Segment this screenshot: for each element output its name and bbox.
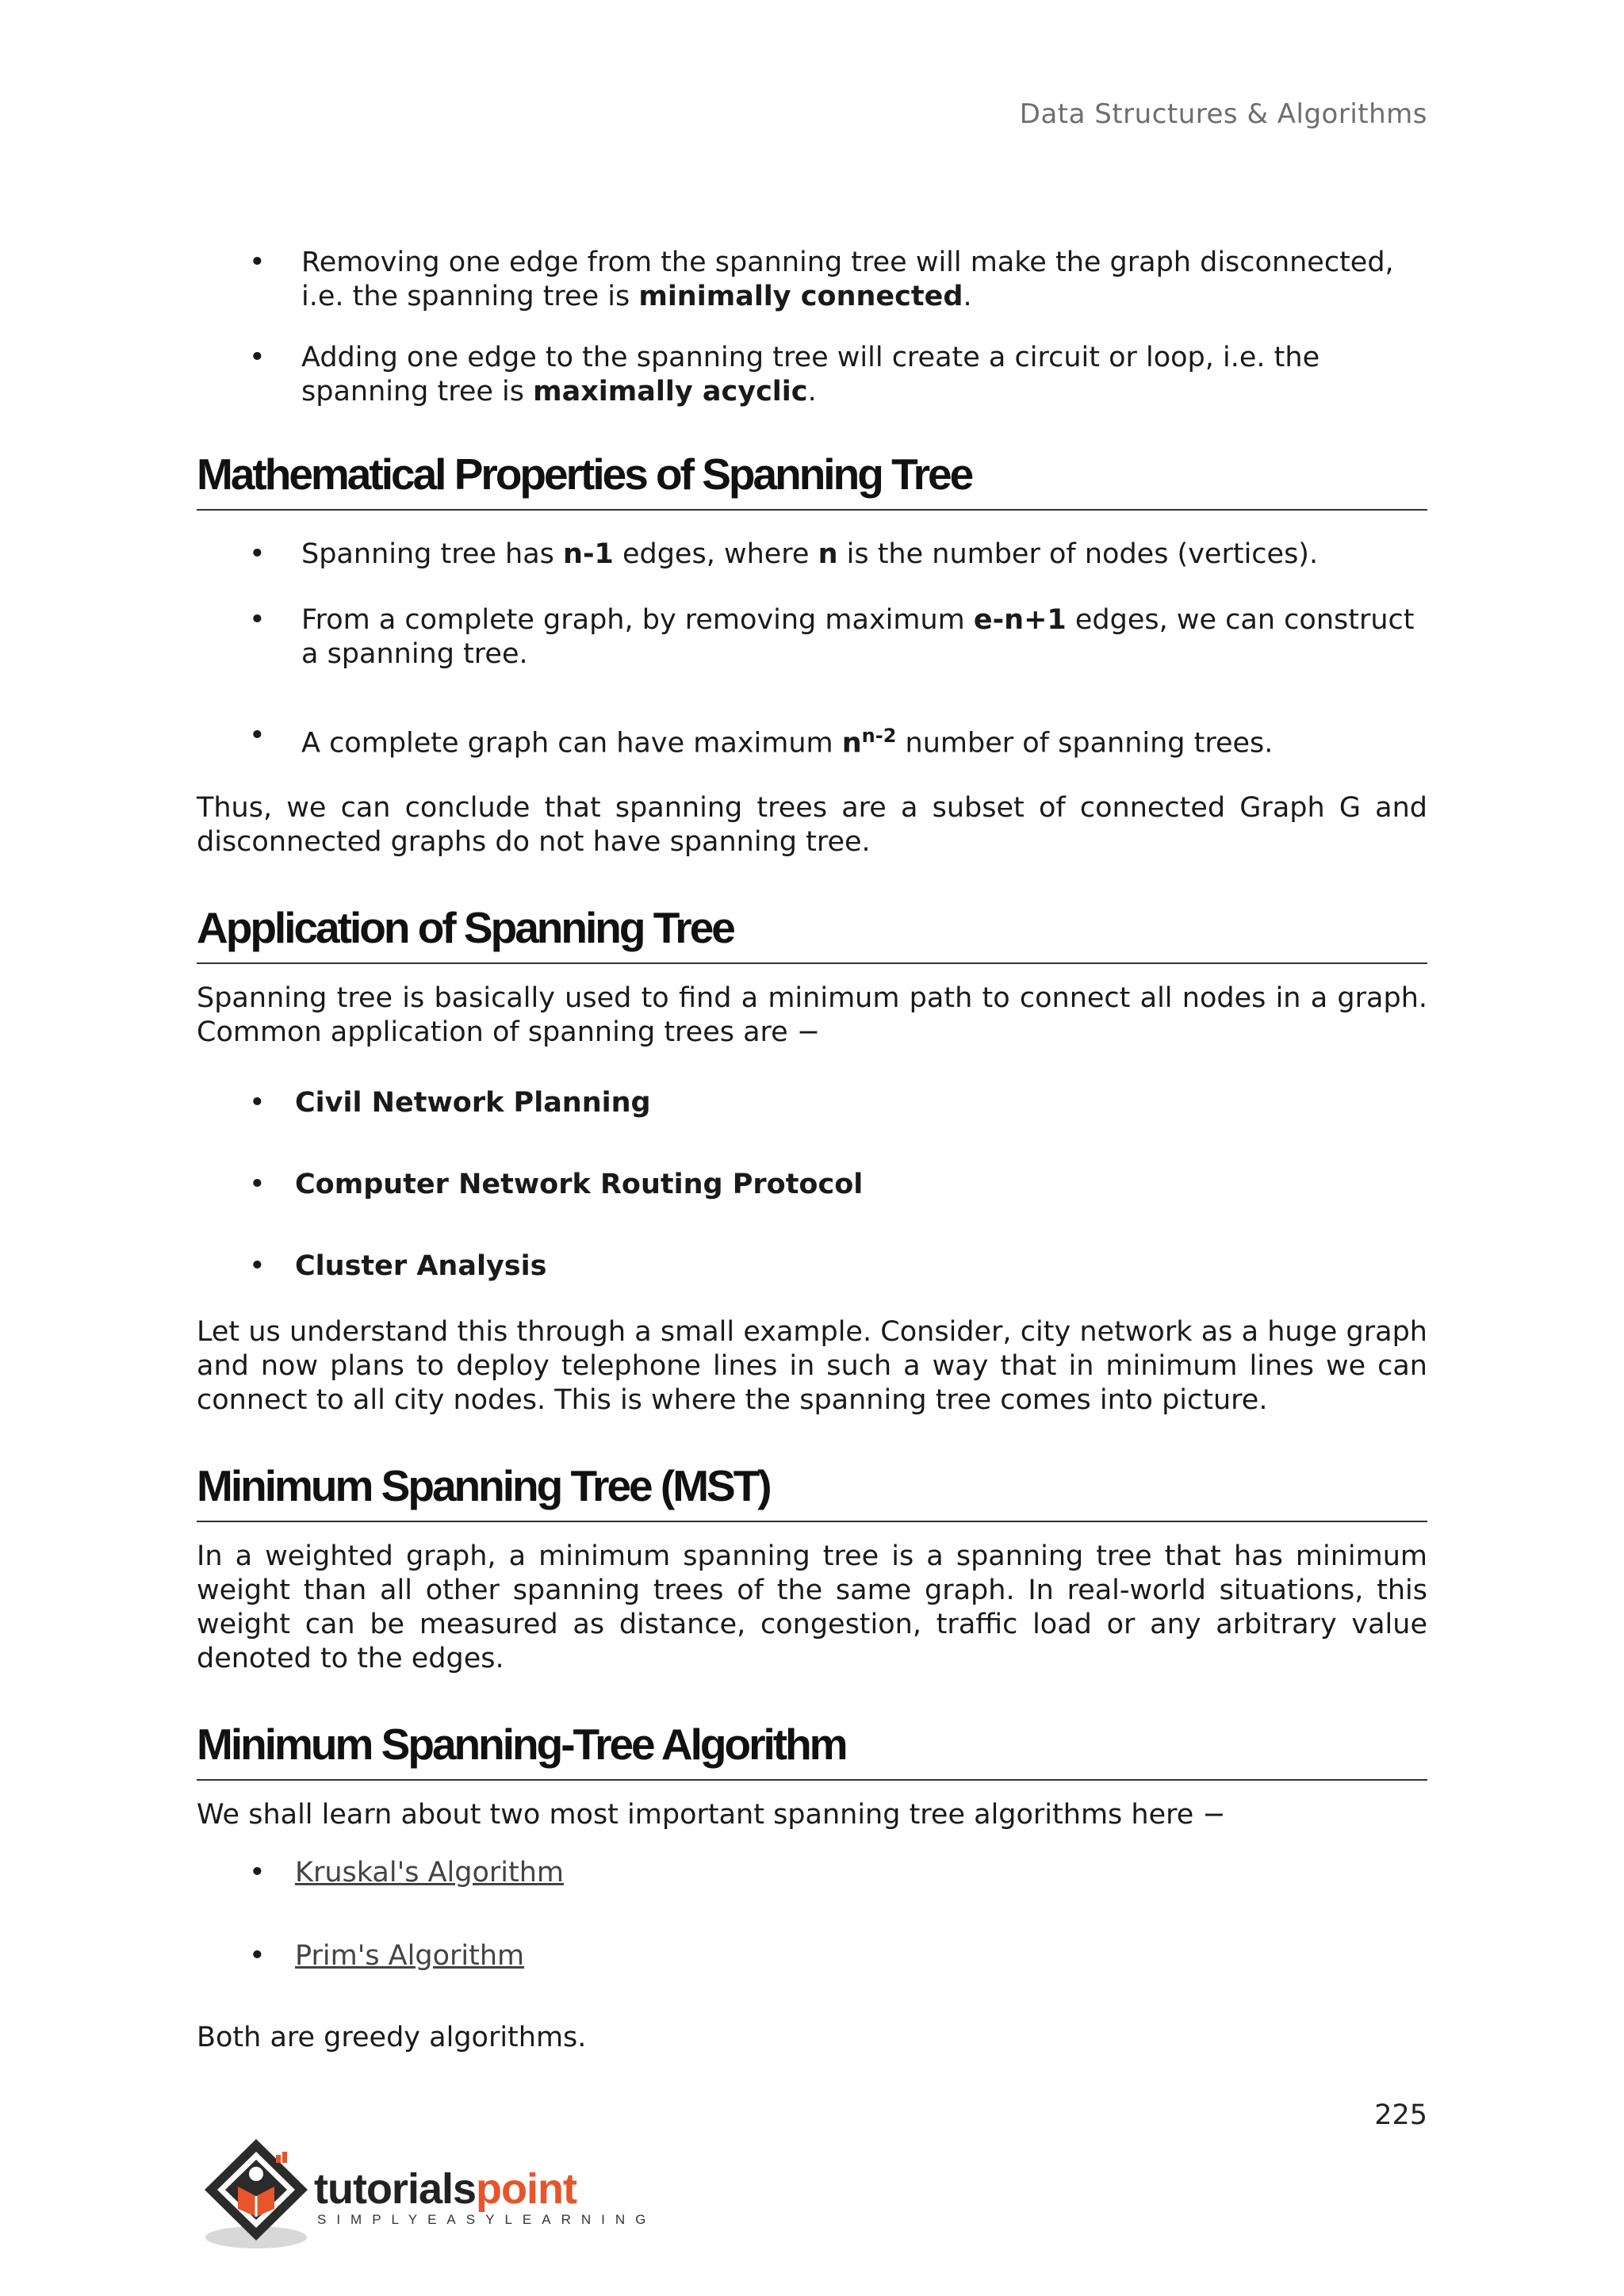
list-item xyxy=(197,1856,1427,1890)
bullet-icon: • xyxy=(249,1168,266,1200)
section-title-application: Application of Spanning Tree xyxy=(197,904,1427,964)
bullet-icon: • xyxy=(249,1939,266,1972)
bullet-icon: • xyxy=(249,1086,266,1119)
logo-diamond-icon xyxy=(197,2133,316,2252)
list-item: • Removing one edge from the spanning tree will make the graph disconnected, i.e. the spanning tree is minimally connected. xyxy=(249,247,1394,312)
list-item: • Adding one edge to the spanning tree will create a circuit or loop, i.e. the spanning tree is maximally acyclic. xyxy=(249,342,1320,408)
bullet-icon: • xyxy=(249,538,266,570)
list-item: • Cluster Analysis xyxy=(249,1249,547,1282)
page-content xyxy=(197,246,1427,2055)
kruskal-algorithm-link[interactable]: Kruskal's Algorithm xyxy=(295,1856,564,1888)
list-item: • Spanning tree has n-1 edges, where n is the number of nodes (vertices). xyxy=(249,538,1319,570)
list-item: • Computer Network Routing Protocol xyxy=(249,1168,864,1200)
bullet-icon: • xyxy=(249,604,266,636)
bullet-icon: • xyxy=(249,1249,266,1282)
intro-bullet-list xyxy=(197,246,1427,409)
application-list xyxy=(197,1086,1427,1284)
bullet-icon: • xyxy=(249,1856,266,1888)
section-title-mst-algorithm: Minimum Spanning-Tree Algorithm xyxy=(197,1720,1427,1781)
bullet-icon: • xyxy=(249,720,266,752)
list-item: • A complete graph can have maximum $n^{n-2}$ number of spanning trees. xyxy=(249,720,1274,760)
tutorialspoint-logo xyxy=(197,2133,657,2252)
logo-tagline: SIMPLYEASYLEARNING xyxy=(317,2212,657,2227)
section-title-math-properties: Mathematical Properties of Spanning Tree xyxy=(197,450,1427,511)
bullet-icon: • xyxy=(249,342,266,373)
math-properties-list xyxy=(197,538,1427,761)
closing-paragraph: Both are greedy algorithms. xyxy=(197,2021,587,2053)
application-intro: Spanning tree is basically used to find a minimum path to connect all nodes in a graph. Common application of spanning trees are − xyxy=(197,982,1427,1048)
list-item xyxy=(197,1939,1427,1973)
running-header: Data Structures & Algorithms xyxy=(1019,98,1427,130)
mst-paragraph: In a weighted graph, a minimum spanning tree is a spanning tree that has minimum weight than all other spanning trees of the same graph. In real-world situations, this weight can be measured as distance, congestion, traffic load or any arbitrary value denoted to the edges. xyxy=(197,1540,1427,1674)
algorithm-link-list xyxy=(197,1856,1427,1973)
conclusion-paragraph: Thus, we can conclude that spanning trees are a subset of connected Graph G and disconnected graphs do not have spanning tree. xyxy=(197,791,1427,858)
section-title-mst: Minimum Spanning Tree (MST) xyxy=(197,1462,1427,1522)
list-item: • From a complete graph, by removing maximum e-n+1 edges, we can construct a spanning tree. xyxy=(249,604,1415,670)
example-paragraph: Let us understand this through a small example. Consider, city network as a huge graph and now plans to deploy telephone lines in such a way that in minimum lines we can connect to all city nodes. This is where the spanning tree comes into picture. xyxy=(197,1315,1427,1416)
list-item: • Civil Network Planning xyxy=(249,1086,651,1119)
bullet-icon: • xyxy=(249,247,266,278)
page-number: 225 xyxy=(1374,2099,1427,2131)
logo-wordmark: tutorialspoint xyxy=(314,2165,576,2213)
prim-algorithm-link[interactable]: Prim's Algorithm xyxy=(295,1939,525,1972)
algorithm-intro: We shall learn about two most important spanning tree algorithms here − xyxy=(197,1798,1226,1831)
